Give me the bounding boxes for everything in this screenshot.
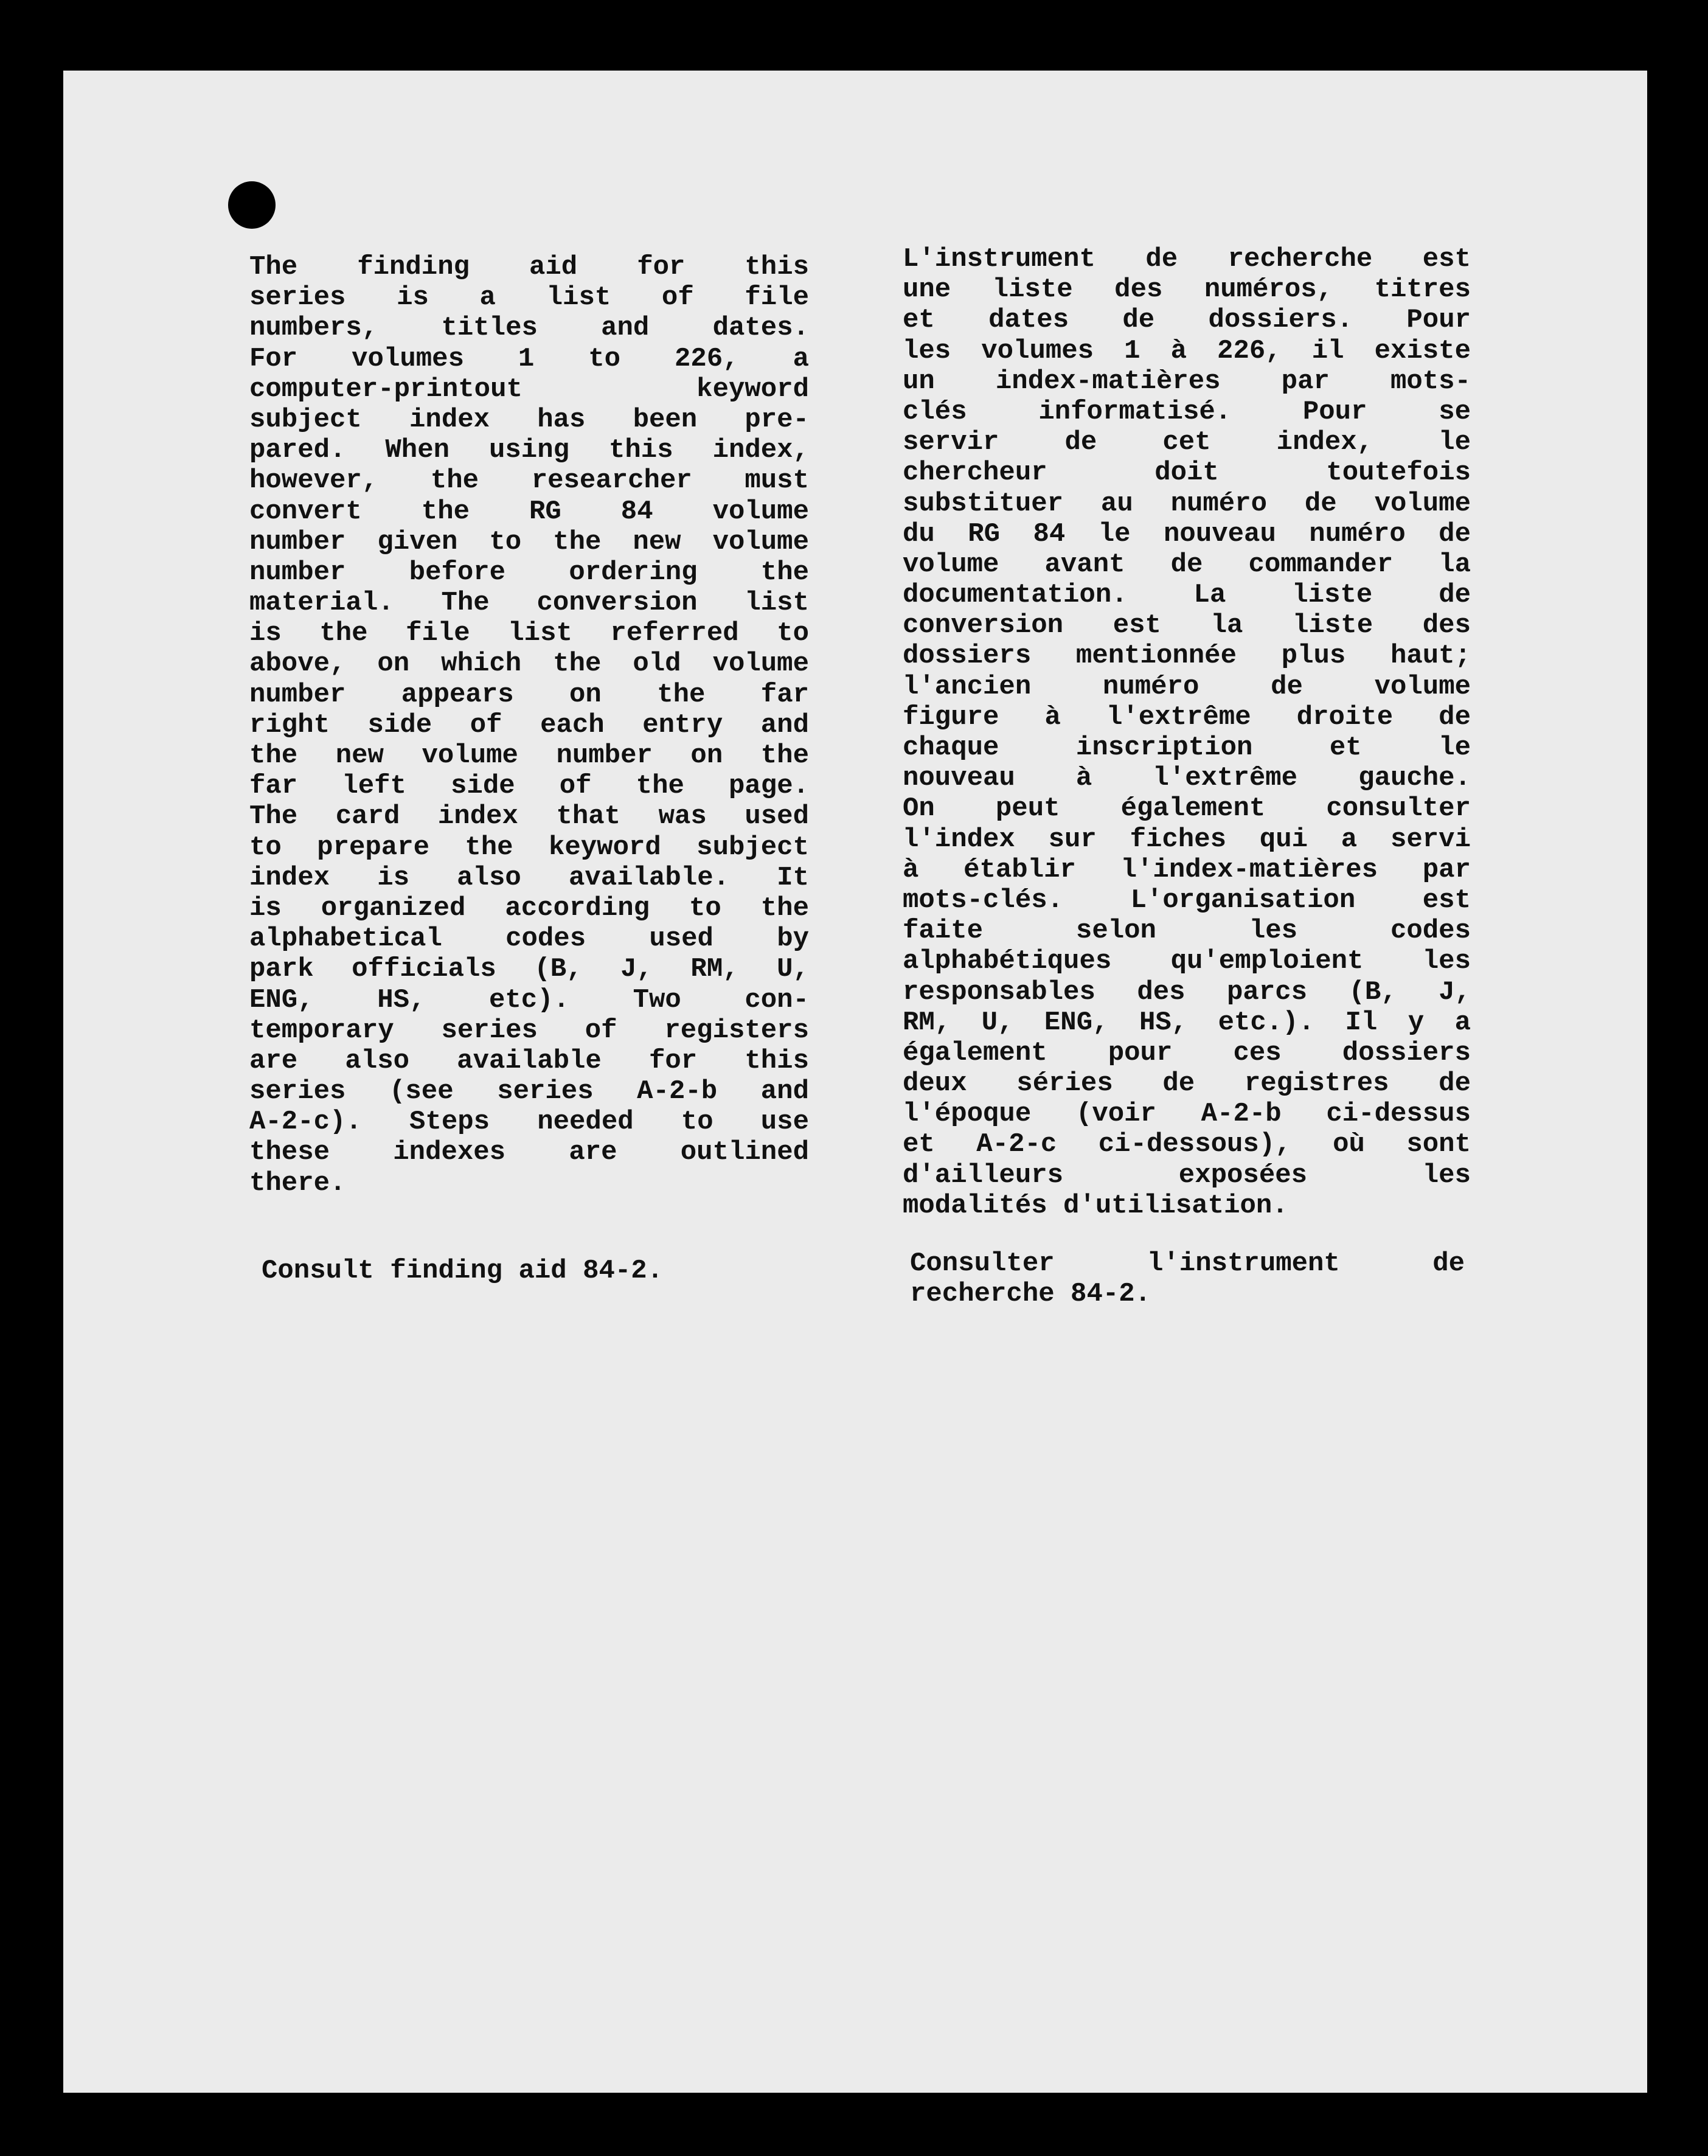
text-line: above, on which the old volume [249, 649, 809, 680]
text-line: l'ancien numéro de volume [903, 671, 1471, 702]
text-line: convert the RG 84 volume [249, 496, 809, 527]
text-line: series is a list of file [249, 282, 809, 313]
text-line: recherche 84-2. [910, 1279, 1151, 1310]
text-line: les volumes 1 à 226, il existe [903, 335, 1471, 366]
text-line: chercheur doit toutefois [903, 457, 1471, 489]
text-line: is organized according to the [249, 892, 809, 923]
text-line: park officials (B, J, RM, U, [249, 954, 809, 985]
text-line: On peut également consulter [903, 793, 1471, 824]
text-line: The card index that was used [249, 801, 809, 832]
text-line: RM, U, ENG, HS, etc.). Il y a [903, 1007, 1471, 1038]
text-line: ENG, HS, etc). Two con- [249, 984, 809, 1015]
text-line: deux séries de registres de [903, 1068, 1471, 1099]
text-line: A-2-c). Steps needed to use [249, 1107, 809, 1138]
text-line: d'ailleurs exposées les [903, 1160, 1471, 1191]
text-line: chaque inscription et le [903, 732, 1471, 763]
text-line: Consulter l'instrument de [910, 1248, 1465, 1279]
text-line: alphabétiques qu'emploient les [903, 946, 1471, 977]
text-line: faite selon les codes [903, 916, 1471, 947]
text-line: et dates de dossiers. Pour [903, 305, 1471, 336]
text-line: number given to the new volume [249, 526, 809, 557]
text-line: right side of each entry and [249, 709, 809, 740]
text-line: pared. When using this index, [249, 435, 809, 466]
text-line: to prepare the keyword subject [249, 832, 809, 863]
text-line: index is also available. It [249, 862, 809, 893]
text-line: there. [249, 1167, 346, 1198]
text-line: responsables des parcs (B, J, [903, 976, 1471, 1007]
text-line: une liste des numéros, titres [903, 274, 1471, 305]
document-page [63, 71, 1647, 2093]
text-line: servir de cet index, le [903, 427, 1471, 458]
text-line: alphabetical codes used by [249, 923, 809, 955]
english-description [249, 252, 809, 1198]
text-line: figure à l'extrême droite de [903, 701, 1471, 732]
text-line: l'index sur fiches qui a servi [903, 824, 1471, 855]
text-line: substituer au numéro de volume [903, 488, 1471, 519]
text-line: clés informatisé. Pour se [903, 396, 1471, 427]
text-line: however, the researcher must [249, 465, 809, 496]
text-line: are also available for this [249, 1045, 809, 1076]
text-line: For volumes 1 to 226, a [249, 343, 809, 374]
text-line: subject index has been pre- [249, 404, 809, 435]
text-line: series (see series A-2-b and [249, 1076, 809, 1107]
text-line: The finding aid for this [249, 252, 809, 282]
text-line: également pour ces dossiers [903, 1037, 1471, 1068]
text-line: is the file list referred to [249, 618, 809, 649]
text-line: numbers, titles and dates. [249, 313, 809, 344]
text-line: conversion est la liste des [903, 610, 1471, 641]
text-line: volume avant de commander la [903, 549, 1471, 580]
consult-finding-aid-en [262, 1256, 809, 1286]
text-line: à établir l'index-matières par [903, 854, 1471, 885]
french-description [903, 244, 1471, 1221]
text-line: modalités d'utilisation. [903, 1190, 1288, 1221]
text-line: these indexes are outlined [249, 1137, 809, 1168]
text-line: documentation. La liste de [903, 580, 1471, 611]
text-line: un index-matières par mots- [903, 366, 1471, 397]
text-line: Consult finding aid 84-2. [262, 1256, 664, 1286]
text-line: material. The conversion list [249, 588, 809, 619]
text-line: mots-clés. L'organisation est [903, 885, 1471, 916]
consult-finding-aid-fr [910, 1248, 1465, 1309]
text-line: far left side of the page. [249, 771, 809, 802]
text-line: et A-2-c ci-dessous), où sont [903, 1129, 1471, 1160]
text-line: dossiers mentionnée plus haut; [903, 641, 1471, 672]
text-line: l'époque (voir A-2-b ci-dessus [903, 1099, 1471, 1130]
text-line: computer-printout keyword [249, 374, 809, 405]
text-line: nouveau à l'extrême gauche. [903, 763, 1471, 794]
text-line: number before ordering the [249, 557, 809, 588]
text-line: number appears on the far [249, 679, 809, 710]
punch-hole [228, 181, 276, 229]
text-line: L'instrument de recherche est [903, 244, 1471, 274]
text-line: temporary series of registers [249, 1015, 809, 1046]
text-line: the new volume number on the [249, 740, 809, 771]
text-line: du RG 84 le nouveau numéro de [903, 518, 1471, 549]
